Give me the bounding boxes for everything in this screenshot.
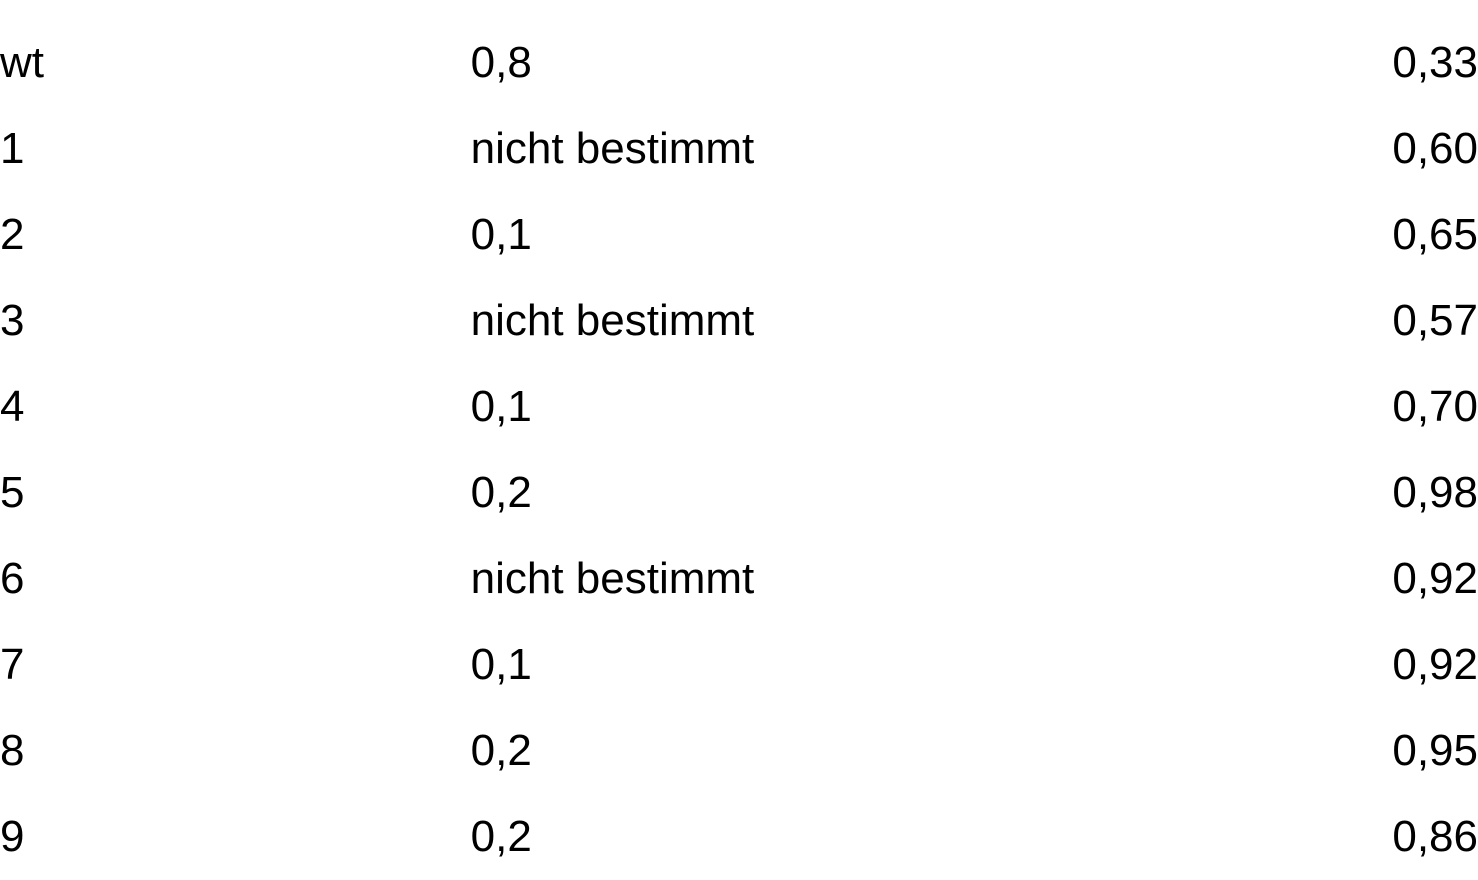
cell-result: 0,86	[1392, 812, 1478, 861]
cell-value: 0,2	[470, 468, 532, 517]
table-row	[0, 278, 1478, 364]
data-table	[0, 20, 1478, 880]
clipped-header-cells	[0, 0, 1478, 6]
cell-result: 0,65	[1392, 210, 1478, 259]
cell-sample: 1	[0, 124, 25, 173]
table-body	[0, 20, 1478, 880]
cell-sample: wt	[0, 38, 44, 87]
cell-sample: 4	[0, 382, 25, 431]
cell-sample: 8	[0, 726, 25, 775]
table-row	[0, 192, 1478, 278]
table-row	[0, 364, 1478, 450]
table-row	[0, 450, 1478, 536]
cell-value: nicht bestimmt	[470, 124, 755, 173]
table-row	[0, 794, 1478, 880]
table-row	[0, 536, 1478, 622]
cell-result: 0,60	[1392, 124, 1478, 173]
cell-result: 0,57	[1392, 296, 1478, 345]
cell-result: 0,92	[1392, 554, 1478, 603]
clipped-header-row	[0, 0, 1478, 6]
cell-result: 0,92	[1392, 640, 1478, 689]
table-row	[0, 622, 1478, 708]
table-row	[0, 106, 1478, 192]
cell-sample: 5	[0, 468, 25, 517]
cell-result: 0,95	[1392, 726, 1478, 775]
cell-sample: 9	[0, 812, 25, 861]
table-row	[0, 20, 1478, 106]
cell-sample: 7	[0, 640, 25, 689]
table-row	[0, 708, 1478, 794]
cell-value: 0,1	[470, 640, 532, 689]
cell-sample: 3	[0, 296, 25, 345]
cell-result: 0,33	[1392, 38, 1478, 87]
cell-result: 0,70	[1392, 382, 1478, 431]
cell-value: 0,2	[470, 726, 532, 775]
cell-value: 0,8	[470, 38, 532, 87]
cell-value: 0,1	[470, 210, 532, 259]
cell-value: nicht bestimmt	[470, 296, 755, 345]
cell-sample: 6	[0, 554, 25, 603]
cell-value: 0,2	[470, 812, 532, 861]
cell-value: 0,1	[470, 382, 532, 431]
cell-sample: 2	[0, 210, 25, 259]
cell-result: 0,98	[1392, 468, 1478, 517]
cell-value: nicht bestimmt	[470, 554, 755, 603]
